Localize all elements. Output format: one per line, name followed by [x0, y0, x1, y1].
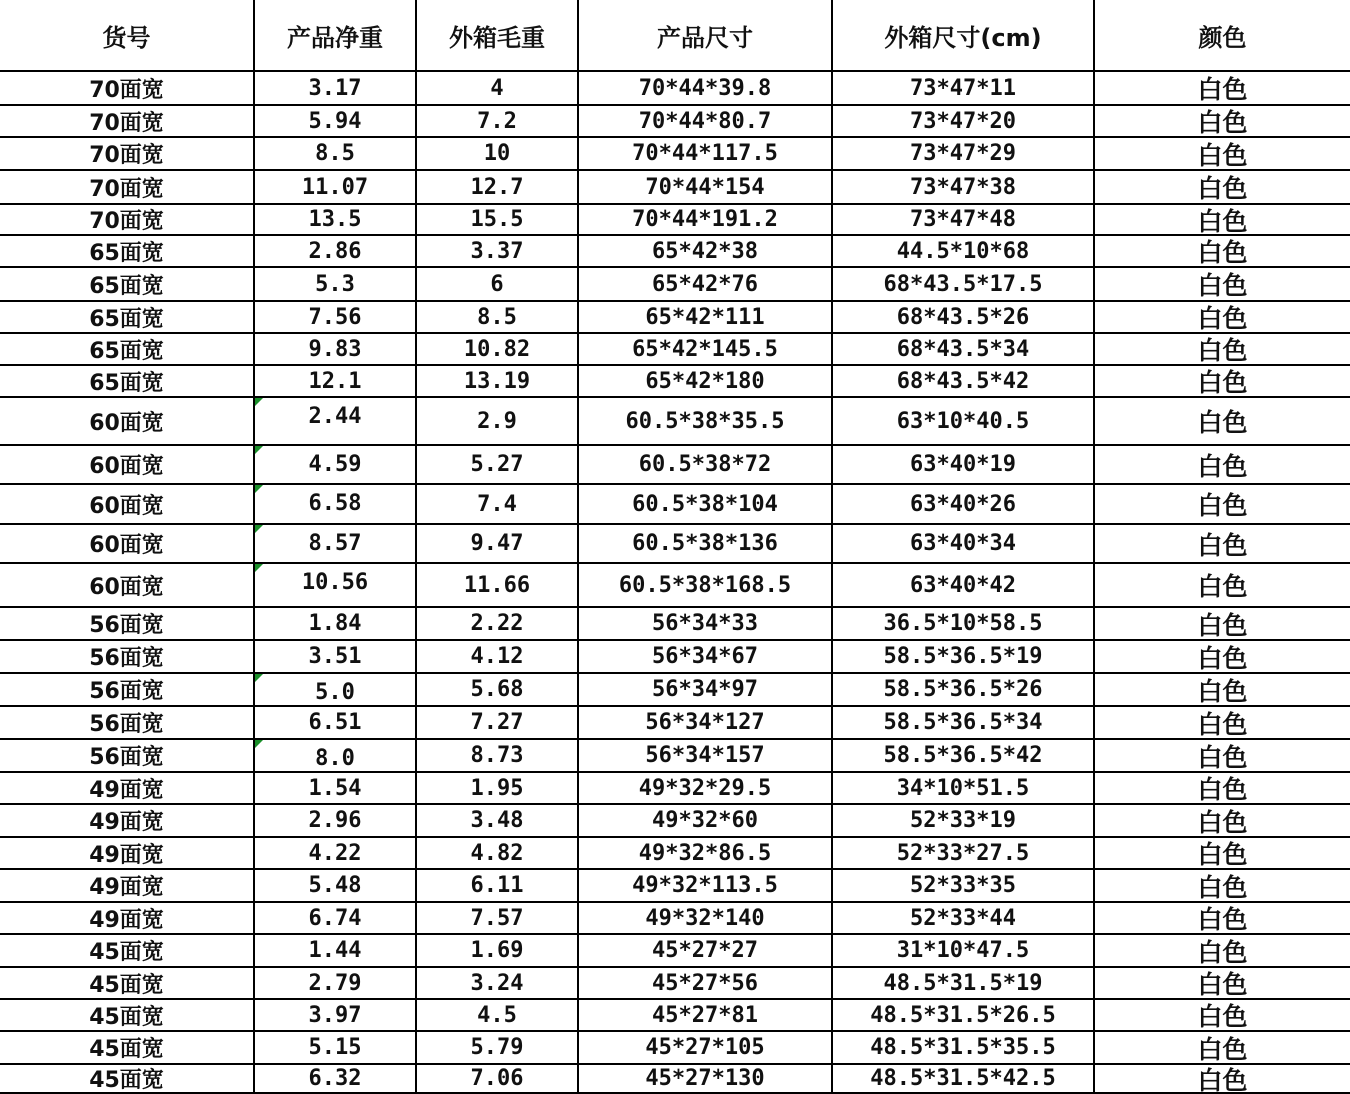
cell-product-size[interactable]: 60.5*38*72: [579, 446, 833, 485]
cell-net-weight[interactable]: 2.79: [255, 968, 417, 1000]
cell-net-weight[interactable]: 1.44: [255, 935, 417, 968]
cell-carton-size[interactable]: 34*10*51.5: [833, 773, 1095, 805]
cell-product-size[interactable]: 70*44*80.7: [579, 106, 833, 138]
cell-carton-size[interactable]: 58.5*36.5*34: [833, 707, 1095, 740]
cell-net-weight[interactable]: 5.94: [255, 106, 417, 138]
cell-product-size[interactable]: 70*44*39.8: [579, 72, 833, 106]
cell-product-size[interactable]: 49*32*140: [579, 903, 833, 935]
cell-product-size[interactable]: 45*27*81: [579, 1000, 833, 1032]
cell-gross-weight[interactable]: 4.5: [417, 1000, 579, 1032]
cell-color[interactable]: 白色: [1095, 1065, 1350, 1094]
cell-color[interactable]: 白色: [1095, 707, 1350, 740]
header-carton-size[interactable]: 外箱尺寸(cm): [833, 0, 1095, 72]
cell-item-code[interactable]: 60面宽: [0, 525, 255, 564]
cell-color[interactable]: 白色: [1095, 525, 1350, 564]
cell-color[interactable]: 白色: [1095, 674, 1350, 707]
cell-product-size[interactable]: 60.5*38*168.5: [579, 564, 833, 608]
cell-product-size[interactable]: 45*27*130: [579, 1065, 833, 1094]
cell-carton-size[interactable]: 63*10*40.5: [833, 398, 1095, 446]
cell-item-code[interactable]: 49面宽: [0, 870, 255, 903]
cell-item-code[interactable]: 49面宽: [0, 805, 255, 838]
cell-item-code[interactable]: 56面宽: [0, 608, 255, 641]
cell-item-code[interactable]: 70面宽: [0, 72, 255, 106]
cell-item-code[interactable]: 60面宽: [0, 485, 255, 525]
cell-carton-size[interactable]: 48.5*31.5*19: [833, 968, 1095, 1000]
cell-net-weight[interactable]: 8.0: [255, 740, 417, 773]
cell-color[interactable]: 白色: [1095, 236, 1350, 268]
header-color[interactable]: 颜色: [1095, 0, 1350, 72]
cell-net-weight[interactable]: 6.32: [255, 1065, 417, 1094]
cell-net-weight[interactable]: 9.83: [255, 334, 417, 366]
cell-net-weight[interactable]: 3.97: [255, 1000, 417, 1032]
cell-product-size[interactable]: 49*32*113.5: [579, 870, 833, 903]
cell-item-code[interactable]: 65面宽: [0, 334, 255, 366]
cell-carton-size[interactable]: 63*40*26: [833, 485, 1095, 525]
cell-net-weight[interactable]: 2.86: [255, 236, 417, 268]
cell-carton-size[interactable]: 68*43.5*17.5: [833, 268, 1095, 302]
cell-color[interactable]: 白色: [1095, 138, 1350, 171]
cell-product-size[interactable]: 49*32*86.5: [579, 838, 833, 870]
cell-gross-weight[interactable]: 11.66: [417, 564, 579, 608]
cell-carton-size[interactable]: 52*33*19: [833, 805, 1095, 838]
cell-item-code[interactable]: 60面宽: [0, 564, 255, 608]
cell-gross-weight[interactable]: 7.27: [417, 707, 579, 740]
cell-carton-size[interactable]: 48.5*31.5*42.5: [833, 1065, 1095, 1094]
cell-color[interactable]: 白色: [1095, 268, 1350, 302]
cell-color[interactable]: 白色: [1095, 366, 1350, 398]
cell-gross-weight[interactable]: 7.57: [417, 903, 579, 935]
cell-gross-weight[interactable]: 5.68: [417, 674, 579, 707]
cell-carton-size[interactable]: 73*47*29: [833, 138, 1095, 171]
cell-product-size[interactable]: 60.5*38*136: [579, 525, 833, 564]
cell-carton-size[interactable]: 63*40*19: [833, 446, 1095, 485]
cell-product-size[interactable]: 56*34*67: [579, 641, 833, 674]
cell-color[interactable]: 白色: [1095, 773, 1350, 805]
cell-net-weight[interactable]: 7.56: [255, 302, 417, 334]
cell-gross-weight[interactable]: 7.06: [417, 1065, 579, 1094]
cell-product-size[interactable]: 56*34*127: [579, 707, 833, 740]
cell-color[interactable]: 白色: [1095, 334, 1350, 366]
cell-net-weight[interactable]: 11.07: [255, 171, 417, 205]
cell-net-weight[interactable]: 10.56: [255, 564, 417, 608]
cell-carton-size[interactable]: 48.5*31.5*35.5: [833, 1032, 1095, 1065]
cell-gross-weight[interactable]: 3.37: [417, 236, 579, 268]
cell-color[interactable]: 白色: [1095, 564, 1350, 608]
cell-color[interactable]: 白色: [1095, 870, 1350, 903]
cell-item-code[interactable]: 56面宽: [0, 674, 255, 707]
cell-gross-weight[interactable]: 4.82: [417, 838, 579, 870]
cell-net-weight[interactable]: 6.74: [255, 903, 417, 935]
cell-carton-size[interactable]: 48.5*31.5*26.5: [833, 1000, 1095, 1032]
cell-color[interactable]: 白色: [1095, 485, 1350, 525]
cell-item-code[interactable]: 49面宽: [0, 838, 255, 870]
cell-color[interactable]: 白色: [1095, 805, 1350, 838]
cell-item-code[interactable]: 65面宽: [0, 366, 255, 398]
cell-gross-weight[interactable]: 13.19: [417, 366, 579, 398]
cell-product-size[interactable]: 65*42*180: [579, 366, 833, 398]
cell-product-size[interactable]: 45*27*27: [579, 935, 833, 968]
cell-gross-weight[interactable]: 8.73: [417, 740, 579, 773]
cell-item-code[interactable]: 60面宽: [0, 398, 255, 446]
cell-color[interactable]: 白色: [1095, 935, 1350, 968]
cell-net-weight[interactable]: 4.59: [255, 446, 417, 485]
cell-net-weight[interactable]: 5.48: [255, 870, 417, 903]
cell-carton-size[interactable]: 58.5*36.5*26: [833, 674, 1095, 707]
cell-net-weight[interactable]: 2.44: [255, 398, 417, 446]
cell-color[interactable]: 白色: [1095, 1032, 1350, 1065]
cell-carton-size[interactable]: 68*43.5*26: [833, 302, 1095, 334]
cell-net-weight[interactable]: 6.58: [255, 485, 417, 525]
cell-color[interactable]: 白色: [1095, 740, 1350, 773]
cell-carton-size[interactable]: 52*33*44: [833, 903, 1095, 935]
cell-color[interactable]: 白色: [1095, 1000, 1350, 1032]
cell-carton-size[interactable]: 58.5*36.5*19: [833, 641, 1095, 674]
cell-gross-weight[interactable]: 5.79: [417, 1032, 579, 1065]
cell-color[interactable]: 白色: [1095, 968, 1350, 1000]
cell-net-weight[interactable]: 12.1: [255, 366, 417, 398]
cell-product-size[interactable]: 49*32*29.5: [579, 773, 833, 805]
cell-net-weight[interactable]: 8.57: [255, 525, 417, 564]
cell-gross-weight[interactable]: 3.48: [417, 805, 579, 838]
cell-item-code[interactable]: 56面宽: [0, 707, 255, 740]
cell-gross-weight[interactable]: 6.11: [417, 870, 579, 903]
cell-carton-size[interactable]: 31*10*47.5: [833, 935, 1095, 968]
cell-net-weight[interactable]: 2.96: [255, 805, 417, 838]
cell-item-code[interactable]: 65面宽: [0, 236, 255, 268]
cell-gross-weight[interactable]: 10.82: [417, 334, 579, 366]
cell-item-code[interactable]: 49面宽: [0, 903, 255, 935]
cell-item-code[interactable]: 70面宽: [0, 171, 255, 205]
cell-color[interactable]: 白色: [1095, 72, 1350, 106]
cell-color[interactable]: 白色: [1095, 398, 1350, 446]
header-gross-weight[interactable]: 外箱毛重: [417, 0, 579, 72]
cell-product-size[interactable]: 70*44*191.2: [579, 205, 833, 236]
cell-gross-weight[interactable]: 3.24: [417, 968, 579, 1000]
cell-product-size[interactable]: 65*42*111: [579, 302, 833, 334]
header-net-weight[interactable]: 产品净重: [255, 0, 417, 72]
cell-gross-weight[interactable]: 2.9: [417, 398, 579, 446]
cell-gross-weight[interactable]: 15.5: [417, 205, 579, 236]
cell-product-size[interactable]: 70*44*154: [579, 171, 833, 205]
cell-item-code[interactable]: 45面宽: [0, 1032, 255, 1065]
cell-product-size[interactable]: 65*42*145.5: [579, 334, 833, 366]
cell-color[interactable]: 白色: [1095, 641, 1350, 674]
cell-item-code[interactable]: 45面宽: [0, 1000, 255, 1032]
cell-carton-size[interactable]: 63*40*34: [833, 525, 1095, 564]
cell-color[interactable]: 白色: [1095, 446, 1350, 485]
cell-product-size[interactable]: 45*27*105: [579, 1032, 833, 1065]
cell-product-size[interactable]: 56*34*97: [579, 674, 833, 707]
cell-carton-size[interactable]: 44.5*10*68: [833, 236, 1095, 268]
cell-item-code[interactable]: 45面宽: [0, 1065, 255, 1094]
cell-product-size[interactable]: 60.5*38*35.5: [579, 398, 833, 446]
cell-carton-size[interactable]: 73*47*11: [833, 72, 1095, 106]
cell-carton-size[interactable]: 73*47*38: [833, 171, 1095, 205]
cell-gross-weight[interactable]: 1.69: [417, 935, 579, 968]
cell-product-size[interactable]: 45*27*56: [579, 968, 833, 1000]
cell-carton-size[interactable]: 68*43.5*34: [833, 334, 1095, 366]
cell-color[interactable]: 白色: [1095, 205, 1350, 236]
cell-item-code[interactable]: 60面宽: [0, 446, 255, 485]
cell-item-code[interactable]: 65面宽: [0, 302, 255, 334]
cell-net-weight[interactable]: 3.51: [255, 641, 417, 674]
cell-item-code[interactable]: 45面宽: [0, 935, 255, 968]
cell-net-weight[interactable]: 5.15: [255, 1032, 417, 1065]
cell-product-size[interactable]: 56*34*33: [579, 608, 833, 641]
cell-item-code[interactable]: 56面宽: [0, 740, 255, 773]
cell-item-code[interactable]: 49面宽: [0, 773, 255, 805]
cell-carton-size[interactable]: 36.5*10*58.5: [833, 608, 1095, 641]
cell-net-weight[interactable]: 8.5: [255, 138, 417, 171]
cell-gross-weight[interactable]: 1.95: [417, 773, 579, 805]
cell-color[interactable]: 白色: [1095, 838, 1350, 870]
cell-net-weight[interactable]: 5.0: [255, 674, 417, 707]
cell-gross-weight[interactable]: 9.47: [417, 525, 579, 564]
cell-color[interactable]: 白色: [1095, 608, 1350, 641]
cell-gross-weight[interactable]: 7.2: [417, 106, 579, 138]
cell-color[interactable]: 白色: [1095, 302, 1350, 334]
cell-gross-weight[interactable]: 10: [417, 138, 579, 171]
cell-net-weight[interactable]: 1.84: [255, 608, 417, 641]
cell-color[interactable]: 白色: [1095, 106, 1350, 138]
cell-item-code[interactable]: 65面宽: [0, 268, 255, 302]
cell-net-weight[interactable]: 6.51: [255, 707, 417, 740]
cell-gross-weight[interactable]: 2.22: [417, 608, 579, 641]
cell-color[interactable]: 白色: [1095, 171, 1350, 205]
cell-gross-weight[interactable]: 7.4: [417, 485, 579, 525]
cell-carton-size[interactable]: 63*40*42: [833, 564, 1095, 608]
cell-item-code[interactable]: 56面宽: [0, 641, 255, 674]
cell-product-size[interactable]: 56*34*157: [579, 740, 833, 773]
cell-product-size[interactable]: 65*42*38: [579, 236, 833, 268]
cell-product-size[interactable]: 60.5*38*104: [579, 485, 833, 525]
cell-gross-weight[interactable]: 6: [417, 268, 579, 302]
cell-gross-weight[interactable]: 8.5: [417, 302, 579, 334]
cell-carton-size[interactable]: 52*33*35: [833, 870, 1095, 903]
cell-product-size[interactable]: 70*44*117.5: [579, 138, 833, 171]
cell-item-code[interactable]: 70面宽: [0, 138, 255, 171]
cell-item-code[interactable]: 70面宽: [0, 106, 255, 138]
cell-item-code[interactable]: 70面宽: [0, 205, 255, 236]
cell-net-weight[interactable]: 5.3: [255, 268, 417, 302]
cell-net-weight[interactable]: 3.17: [255, 72, 417, 106]
header-item-code[interactable]: 货号: [0, 0, 255, 72]
cell-product-size[interactable]: 49*32*60: [579, 805, 833, 838]
cell-carton-size[interactable]: 52*33*27.5: [833, 838, 1095, 870]
cell-color[interactable]: 白色: [1095, 903, 1350, 935]
cell-gross-weight[interactable]: 12.7: [417, 171, 579, 205]
cell-carton-size[interactable]: 73*47*48: [833, 205, 1095, 236]
cell-net-weight[interactable]: 1.54: [255, 773, 417, 805]
cell-gross-weight[interactable]: 4: [417, 72, 579, 106]
cell-carton-size[interactable]: 68*43.5*42: [833, 366, 1095, 398]
cell-gross-weight[interactable]: 4.12: [417, 641, 579, 674]
header-product-size[interactable]: 产品尺寸: [579, 0, 833, 72]
cell-carton-size[interactable]: 73*47*20: [833, 106, 1095, 138]
cell-net-weight[interactable]: 4.22: [255, 838, 417, 870]
cell-product-size[interactable]: 65*42*76: [579, 268, 833, 302]
cell-carton-size[interactable]: 58.5*36.5*42: [833, 740, 1095, 773]
cell-net-weight[interactable]: 13.5: [255, 205, 417, 236]
cell-gross-weight[interactable]: 5.27: [417, 446, 579, 485]
cell-item-code[interactable]: 45面宽: [0, 968, 255, 1000]
